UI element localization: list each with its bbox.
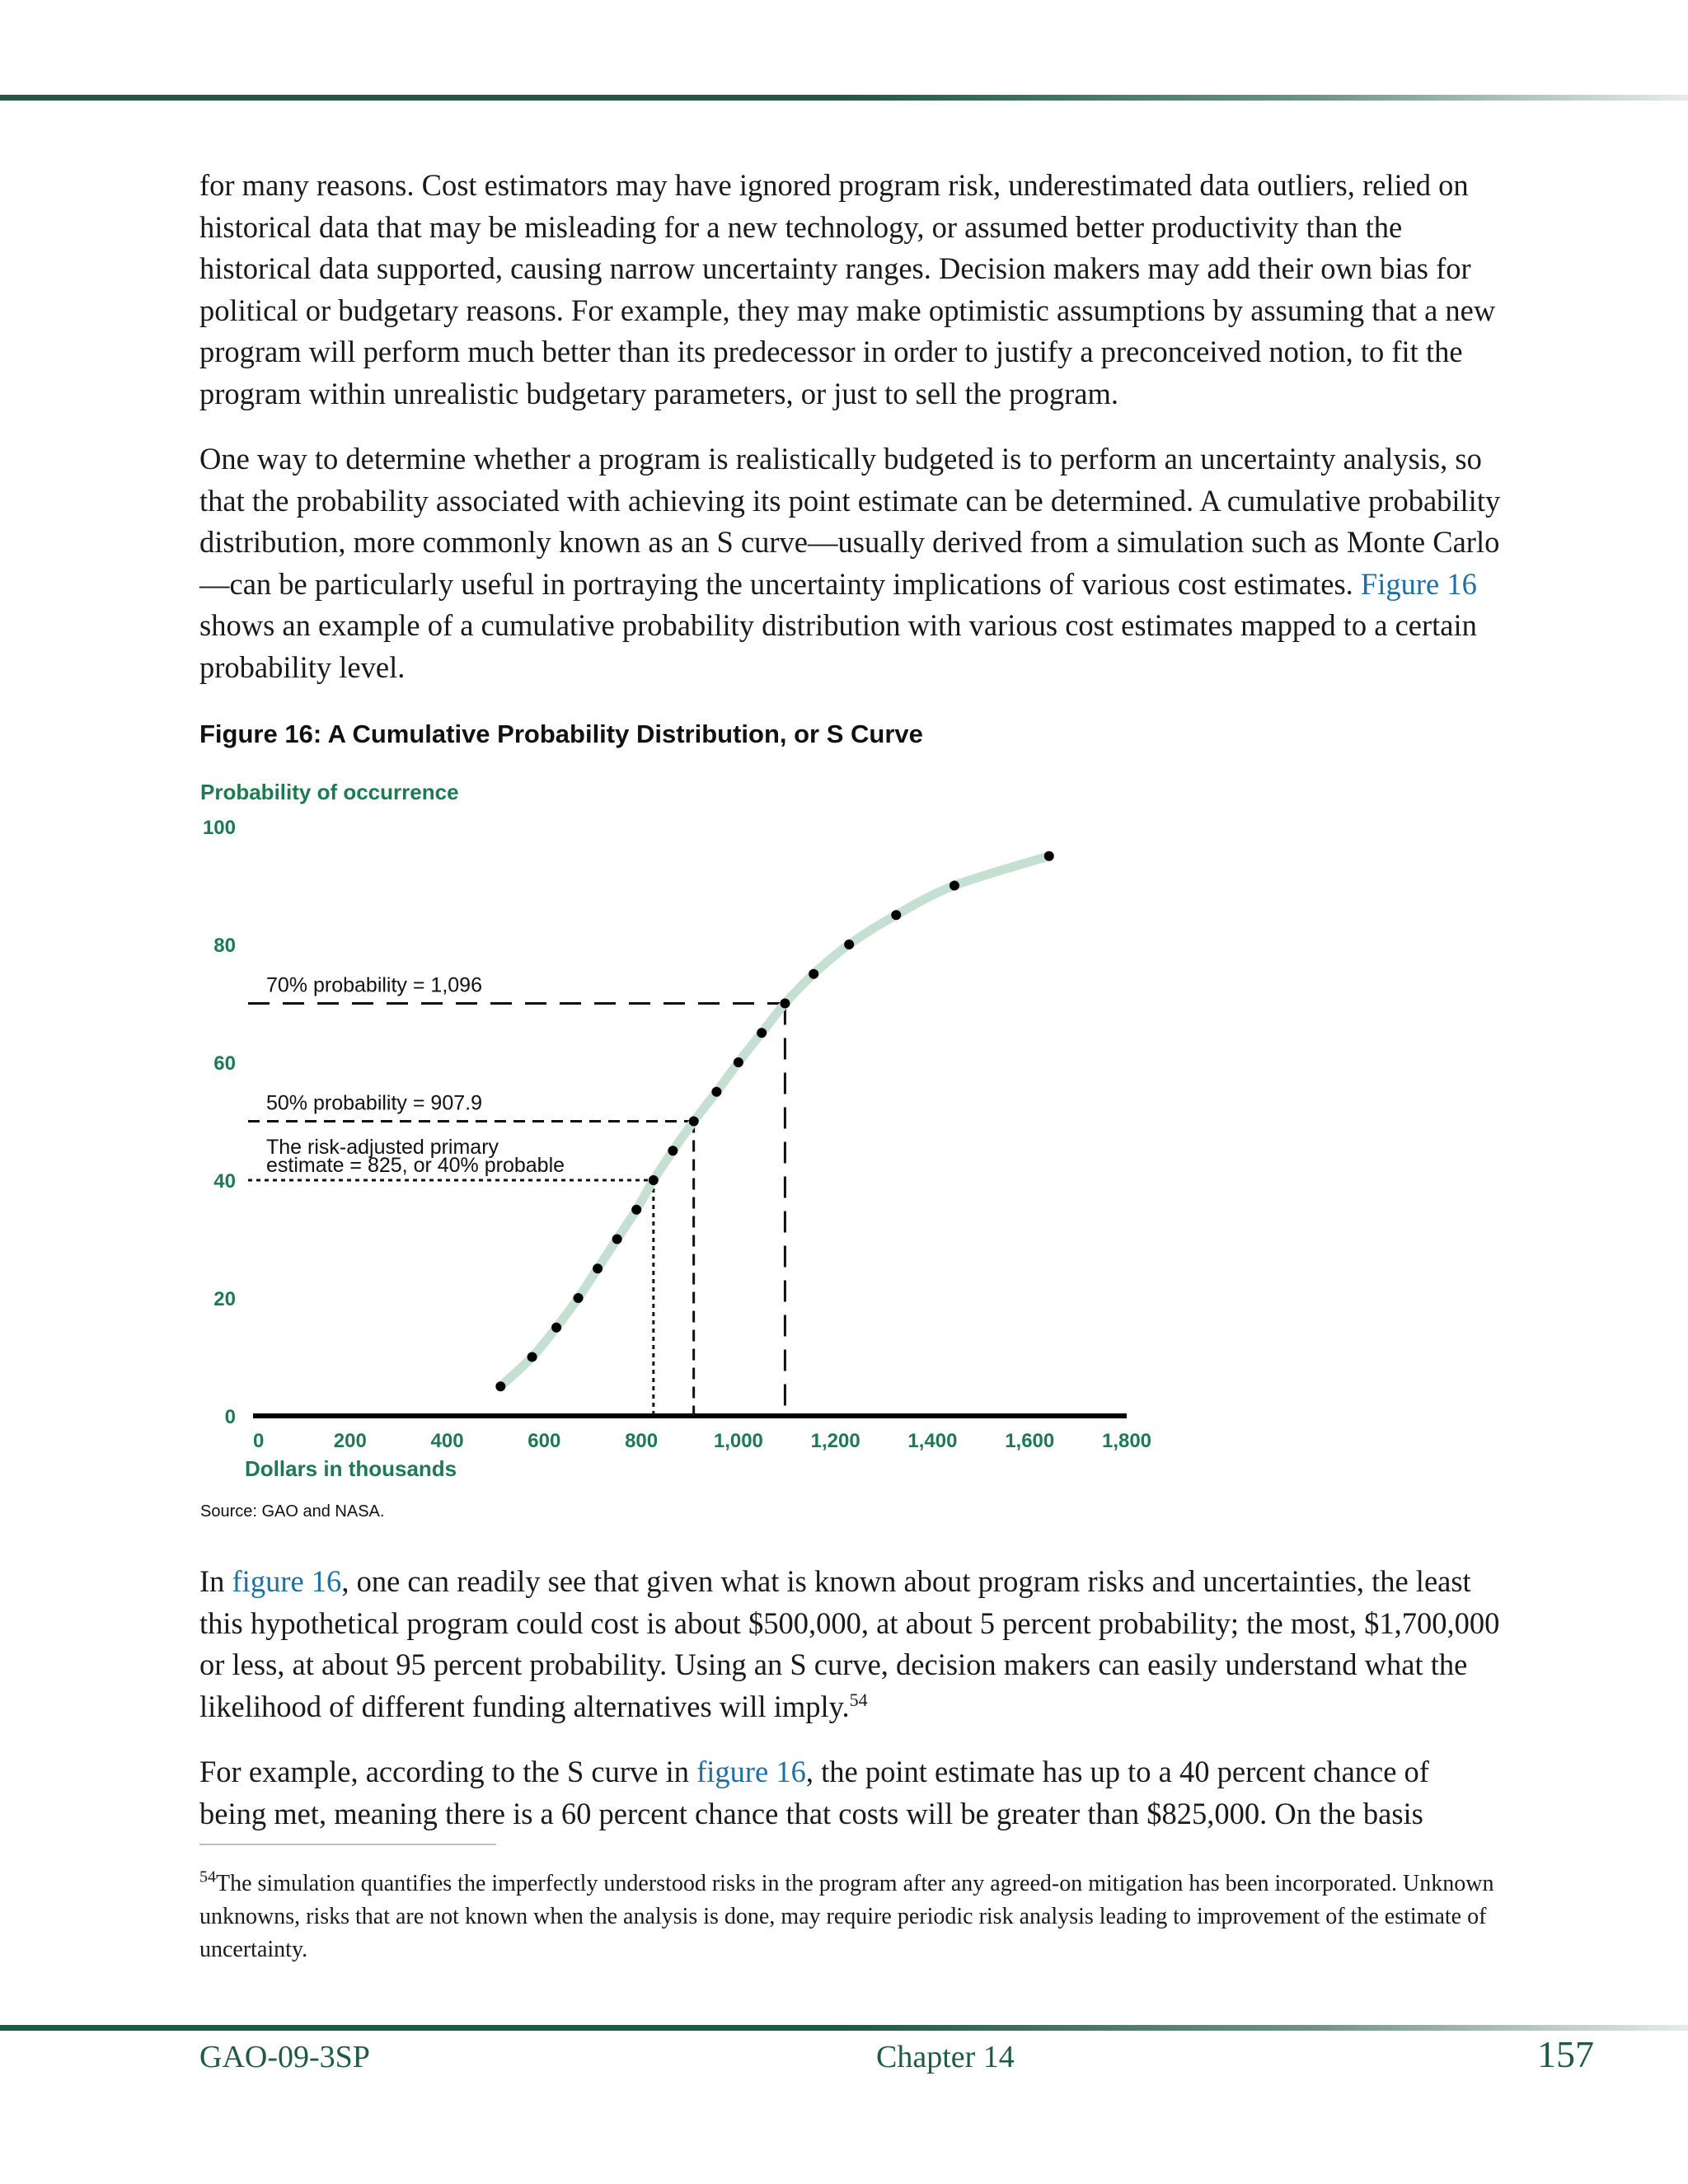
annotation-label: 70% probability = 1,096 [266, 973, 482, 997]
x-axis-title: Dollars in thousands [245, 1456, 457, 1481]
footer-page-number: 157 [1537, 2033, 1594, 2075]
data-point [844, 940, 854, 949]
footnote-ref-54[interactable]: 54 [849, 1689, 868, 1710]
data-point [612, 1235, 622, 1244]
data-point [649, 1175, 659, 1185]
footer-chapter: Chapter 14 [876, 2040, 1015, 2074]
x-tick-label: 1,400 [907, 1430, 958, 1452]
data-point [689, 1117, 699, 1127]
footnote-text: The simulation quantifies the imperfectly understood risks in the program after any agreed-on mitigation has been incorporated. Unknown unknowns, risks that are not known when the analysis is done, may require periodic risk analysis leading to improvement of the estimate of uncertainty. [199, 1871, 1494, 1962]
para4-text-b: , the point estimate has up to a 40 percent chance of being met, meaning there is a 60 percent chance that costs will be greater than $825,000. On the basis [199, 1755, 1429, 1830]
x-tick-label: 1,800 [1101, 1430, 1152, 1452]
top-rule [0, 95, 1688, 101]
bottom-rule [0, 2025, 1688, 2031]
data-point [551, 1323, 561, 1333]
body-paragraph-4 [199, 1751, 1502, 1835]
figure-16-link-2[interactable]: figure 16 [232, 1564, 342, 1598]
x-tick-label: 1,000 [713, 1430, 763, 1452]
x-tick-label: 0 [253, 1430, 265, 1452]
para4-text-a: For example, according to the S curve in [199, 1755, 689, 1788]
s-curve-chart [0, 775, 1688, 1525]
annotation-label: 50% probability = 907.9 [266, 1091, 482, 1115]
y-tick-label: 100 [202, 817, 236, 839]
annotation-label-line2: estimate = 825, or 40% probable [266, 1154, 565, 1177]
para3-text-a: In [199, 1564, 225, 1598]
x-tick-label: 200 [333, 1430, 367, 1452]
data-point [950, 881, 959, 891]
y-axis-title: Probability of occurrence [200, 780, 459, 804]
s-curve-line [500, 856, 1048, 1387]
x-tick-label: 1,600 [1005, 1430, 1055, 1452]
footnote-divider [199, 1844, 496, 1845]
data-point [495, 1381, 505, 1391]
data-point [780, 999, 790, 1009]
data-point [757, 1028, 767, 1038]
data-point [734, 1057, 743, 1067]
y-tick-label: 60 [213, 1052, 236, 1075]
figure-source: Source: GAO and NASA. [200, 1502, 385, 1521]
para1-text: for many reasons. Cost estimators may have ignored program risk, underestimated data outliers, relied on historical data that may be misleading for a new technology, or assumed better productivity than the historical data supported, causing narrow uncertainty ranges. Decision makers may add their own bias for political or budgetary reasons. For example, they may make optimistic assumptions by assuming that a new program will perform much better than its predecessor in order to justify a preconceived notion, to fit the program within unrealistic budgetary parameters, or just to sell the program. [199, 168, 1496, 410]
x-tick-label: 400 [430, 1430, 464, 1452]
figure-title: Figure 16: A Cumulative Probability Distribution, or S Curve [199, 719, 923, 748]
x-tick-label: 1,200 [810, 1430, 860, 1452]
para2-text-b: shows an example of a cumulative probability distribution with various cost estimates mapped to a certain probability level. [199, 608, 1477, 684]
annotation-label-line1: The risk-adjusted primary [266, 1136, 499, 1159]
footnote-number: 54 [199, 1868, 216, 1886]
y-tick-label: 80 [213, 935, 236, 957]
x-tick-label: 600 [528, 1430, 561, 1452]
data-point [711, 1087, 721, 1097]
y-tick-label: 0 [224, 1406, 236, 1428]
y-tick-label: 40 [213, 1170, 236, 1193]
body-paragraph-1 [199, 165, 1502, 415]
body-paragraph-2 [199, 438, 1502, 688]
data-point [809, 969, 818, 979]
data-point [668, 1146, 678, 1155]
footer-report-id: GAO-09-3SP [199, 2040, 370, 2074]
x-tick-label: 800 [625, 1430, 659, 1452]
data-point [1044, 851, 1054, 861]
para2-text-a: One way to determine whether a program is realistically budgeted is to perform an uncertainty analysis, so that the probability associated with achieving its point estimate can be determined. A cumulative probability distribution, more commonly known as an S curve—usually derived from a simulation such as Monte Carlo—can be particularly useful in portraying the uncertainty implications of various cost estimates. [199, 442, 1501, 601]
data-point [574, 1293, 584, 1303]
data-point [528, 1352, 537, 1362]
figure-16-link-3[interactable]: figure 16 [696, 1755, 806, 1788]
data-point [593, 1263, 603, 1273]
figure-16-link[interactable]: Figure 16 [1360, 566, 1477, 601]
para3-text-b: , one can readily see that given what is known about program risks and uncertainties, the least this hypothetical program could cost is about $500,000, at about 5 percent probability; the most, $1,700,000 or less, at about 95 percent probability. Using an S curve, decision makers can easily understand what the likelihood of different funding alternatives will imply. [199, 1564, 1500, 1723]
y-tick-label: 20 [213, 1288, 236, 1310]
body-paragraph-3 [199, 1561, 1502, 1727]
data-point [631, 1205, 641, 1215]
footnote-54 [199, 1868, 1502, 1966]
data-point [891, 910, 901, 920]
